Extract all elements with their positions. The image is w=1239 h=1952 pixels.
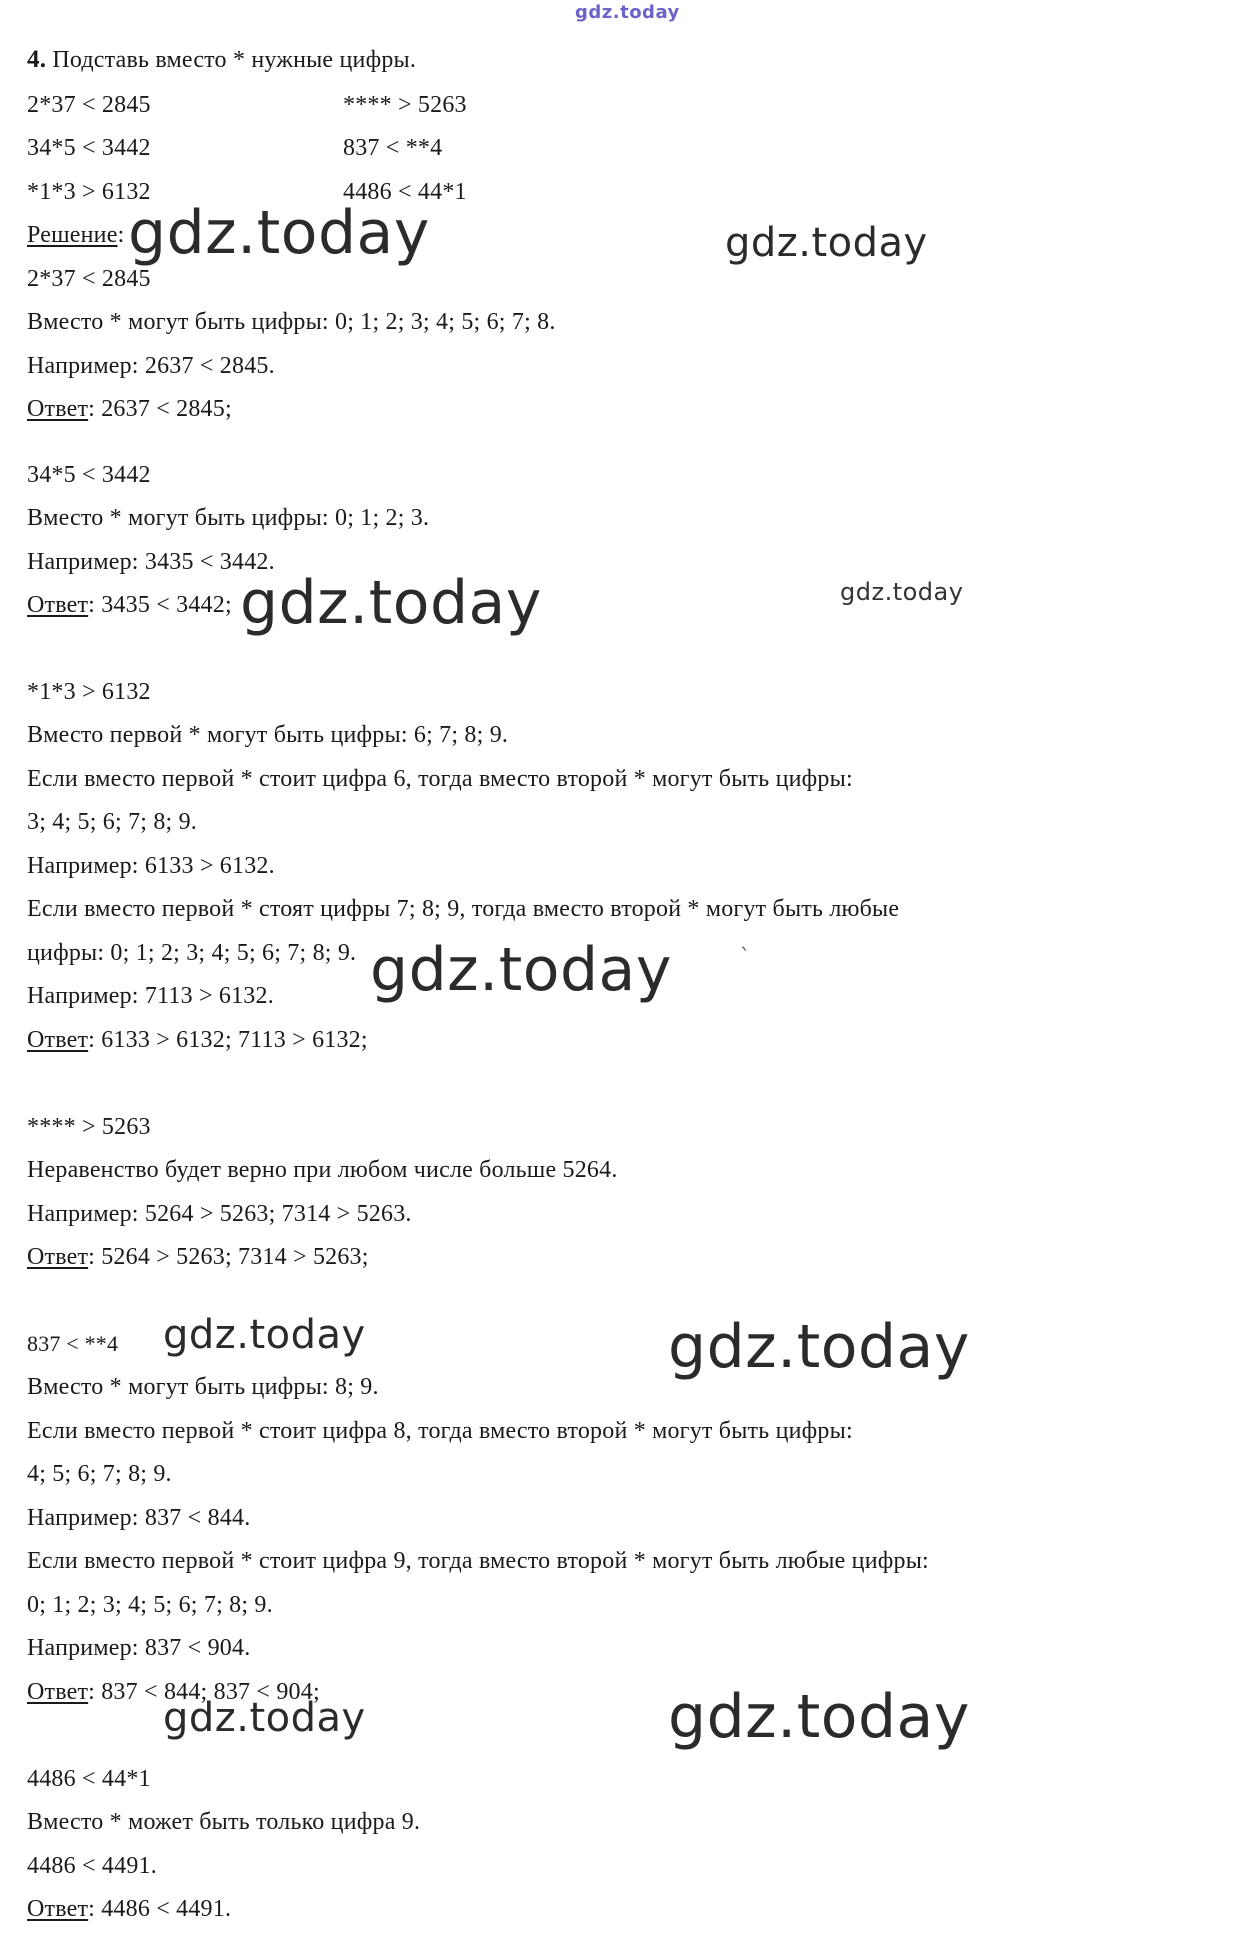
solution-line: Вместо * могут быть цифры: 0; 1; 2; 3; 4; 5; 6; 7; 8. xyxy=(27,309,556,335)
speck-mark: ` xyxy=(740,944,750,968)
answer-text: : 2637 < 2845; xyxy=(88,396,232,422)
condition-line: **** > 5263 xyxy=(27,1114,151,1140)
solution-line: Например: 2637 < 2845. xyxy=(27,353,275,379)
solution-line: Например: 837 < 844. xyxy=(27,1505,251,1531)
answer-text: : 5264 > 5263; 7314 > 5263; xyxy=(88,1244,369,1270)
watermark-text: gdz.today xyxy=(370,935,672,1005)
solution-line: Вместо * могут быть цифры: 8; 9. xyxy=(27,1374,379,1400)
solution-line: Например: 837 < 904. xyxy=(27,1635,251,1661)
condition-line: *1*3 > 6132 xyxy=(27,679,151,705)
answer-line xyxy=(27,395,232,423)
task-item: **** > 5263 xyxy=(343,92,467,118)
answer-line xyxy=(27,1243,369,1271)
solution-line: Неравенство будет верно при любом числе больше 5264. xyxy=(27,1157,618,1183)
task-item: 34*5 < 3442 xyxy=(27,135,151,161)
condition-line: 4486 < 44*1 xyxy=(27,1766,151,1792)
task-item: 4486 < 44*1 xyxy=(343,179,467,205)
solution-line: цифры: 0; 1; 2; 3; 4; 5; 6; 7; 8; 9. xyxy=(27,940,357,966)
answer-label: Ответ xyxy=(27,1244,89,1270)
watermark-text: gdz.today xyxy=(128,198,430,268)
task-item: 837 < **4 xyxy=(343,135,443,161)
solution-line: Вместо первой * могут быть цифры: 6; 7; 8; 9. xyxy=(27,722,509,748)
task-item: *1*3 > 6132 xyxy=(27,179,151,205)
answer-line xyxy=(27,591,232,619)
condition-line: 837 < **4 xyxy=(27,1331,119,1356)
condition-line: 34*5 < 3442 xyxy=(27,462,151,488)
solution-line: 4; 5; 6; 7; 8; 9. xyxy=(27,1461,172,1487)
solution-line: Если вместо первой * стоят цифры 7; 8; 9, тогда вместо второй * могут быть любые xyxy=(27,896,900,922)
solution-line: Вместо * может быть только цифра 9. xyxy=(27,1809,421,1835)
solution-colon: : xyxy=(117,222,125,248)
condition-line: 2*37 < 2845 xyxy=(27,266,151,292)
solution-line: Например: 3435 < 3442. xyxy=(27,549,275,575)
answer-text: : 6133 > 6132; 7113 > 6132; xyxy=(88,1027,368,1053)
solution-line: 0; 1; 2; 3; 4; 5; 6; 7; 8; 9. xyxy=(27,1592,273,1618)
task-text: Подставь вместо * нужные цифры. xyxy=(46,47,417,73)
watermark-text: gdz.today xyxy=(668,1682,970,1752)
watermark-text: gdz.today xyxy=(163,1695,366,1741)
solution-line: Если вместо первой * стоит цифра 6, тогда вместо второй * могут быть цифры: xyxy=(27,766,853,792)
watermark-text: gdz.today xyxy=(163,1312,366,1358)
header-watermark: gdz.today xyxy=(575,2,680,23)
watermark-text: gdz.today xyxy=(240,568,542,638)
answer-label: Ответ xyxy=(27,1896,89,1922)
solution-label: Решение xyxy=(27,222,118,248)
answer-label: Ответ xyxy=(27,1679,89,1705)
task-title xyxy=(27,46,416,74)
solution-line: Вместо * могут быть цифры: 0; 1; 2; 3. xyxy=(27,505,430,531)
answer-label: Ответ xyxy=(27,592,89,618)
solution-line: Например: 7113 > 6132. xyxy=(27,983,274,1009)
watermark-text: gdz.today xyxy=(668,1312,970,1382)
answer-text: : 3435 < 3442; xyxy=(88,592,232,618)
answer-line xyxy=(27,1026,368,1054)
solution-line: Если вместо первой * стоит цифра 9, тогда вместо второй * могут быть любые цифры: xyxy=(27,1548,929,1574)
watermark-text: gdz.today xyxy=(840,578,964,606)
solution-line: Если вместо первой * стоит цифра 8, тогда вместо второй * могут быть цифры: xyxy=(27,1418,853,1444)
answer-text: : 4486 < 4491. xyxy=(88,1896,232,1922)
answer-text: : 837 < 844; 837 < 904; xyxy=(88,1679,320,1705)
task-number: 4. xyxy=(27,46,47,73)
watermark-text: gdz.today xyxy=(725,220,928,266)
answer-label: Ответ xyxy=(27,396,89,422)
answer-label: Ответ xyxy=(27,1027,89,1053)
solution-line: Например: 6133 > 6132. xyxy=(27,853,275,879)
task-item: 2*37 < 2845 xyxy=(27,92,151,118)
solution-line: 3; 4; 5; 6; 7; 8; 9. xyxy=(27,809,198,835)
answer-line xyxy=(27,1895,231,1923)
solution-line: Например: 5264 > 5263; 7314 > 5263. xyxy=(27,1201,412,1227)
solution-heading xyxy=(27,221,124,249)
solution-line: 4486 < 4491. xyxy=(27,1853,157,1879)
